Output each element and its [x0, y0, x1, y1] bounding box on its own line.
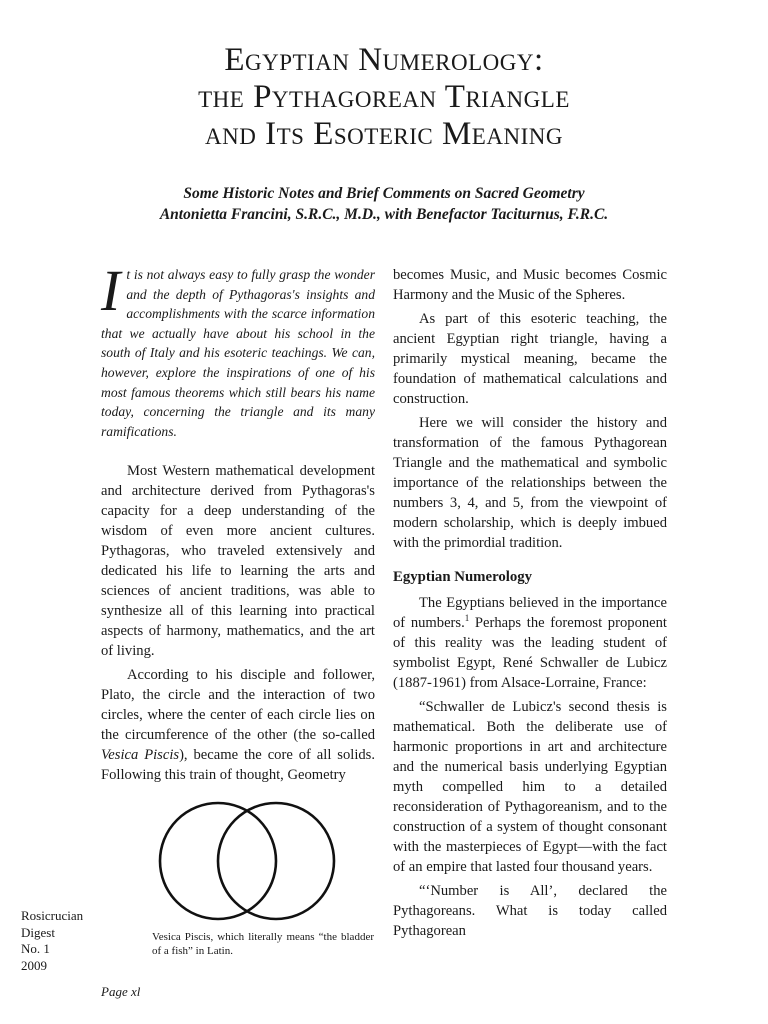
intro-text: t is not always easy to fully grasp the wonder and the depth of Pythagoras's insights and accomplishments with the scarce information that we actually have about his school in the south of Italy and his esoteric teachings. We can, however, explore the inspirations of one of his most famous theorems which still bears his name today, concerning the triangle and its many ramifications. — [101, 267, 375, 439]
vesica-piscis-figure — [150, 800, 350, 922]
intro-paragraph — [101, 258, 375, 441]
body-paragraph: Here we will consider the history and transformation of the famous Pythagorean Triangle and the mathematical and symbolic importance of the relationships between the numbers 3, 4, and 5, from the viewpoint of modern scholarship, which is deeply imbued with the primordial tradition. — [393, 415, 667, 551]
paragraph-text: ), became the core of all solids. Following this train of thought, Geometry — [101, 747, 375, 784]
article-subtitle — [0, 183, 768, 225]
publication-sidebar — [21, 908, 101, 974]
sidebar-line: Digest — [21, 924, 55, 940]
subtitle-description: Some Historic Notes and Brief Comments on Sacred Geometry — [183, 185, 585, 202]
section-heading: Egyptian Numerology — [393, 569, 533, 585]
paragraph-text: The Egyptians believed in the importance of numbers. — [393, 595, 667, 631]
sidebar-line: 2009 — [21, 957, 47, 973]
footnote-reference[interactable]: 1 — [464, 613, 470, 624]
body-paragraph — [101, 665, 375, 785]
body-paragraph: becomes Music, and Music becomes Cosmic Harmony and the Music of the Spheres. — [393, 267, 667, 303]
sidebar-line: Rosicrucian — [21, 908, 84, 923]
page-number: Page xl — [101, 984, 141, 999]
vesica-piscis-term: Vesica Piscis — [101, 747, 180, 764]
body-paragraph: Most Western mathematical development and architecture derived from Pythagoras's capacity for a deep understanding of the wisdom of even more ancient cultures. Pythagoras, who traveled extensively and dedicated his life to learning the arts and sciences of ancient traditions, was able to synthesize all of this learning into practical aspects of harmony, mathematics, and the art of living. — [101, 463, 375, 660]
right-column — [393, 265, 667, 941]
body-paragraph: As part of this esoteric teaching, the ancient Egyptian right triangle, having a primarily mystical meaning, became the foundation of mathematical calculations and construction. — [393, 311, 667, 407]
author-byline: Antonietta Francini, S.R.C., M.D., with Benefactor Taciturnus, F.R.C. — [159, 206, 609, 223]
title-line-3: and Its Esoteric Meaning — [205, 116, 563, 152]
left-column — [101, 258, 375, 785]
quote-paragraph: “‘Number is All’, declared the Pythagoreans. What is today called Pythagorean — [393, 883, 667, 939]
title-line-1: Egyptian Numerology: — [224, 42, 544, 78]
paragraph-text: According to his disciple and follower, Plato, the circle and the interaction of two circles, where the center of each circle lies on the circumference of the other (the so-called — [101, 667, 375, 744]
article-title — [0, 42, 768, 153]
title-line-2: the Pythagorean Triangle — [198, 79, 570, 115]
quote-paragraph: “Schwaller de Lubicz's second thesis is mathematical. Both the deliberate use of harmonic proportions in art and architecture and the numerical basis underlying Egyptian myth compelled him to a detailed reconsideration of Pythagoreanism, and to the construction of a system of thought consonant with the masterpieces of Egypt—with the fact of an empire that lasted four thousand years. — [393, 699, 667, 875]
paragraph-text: Perhaps the foremost proponent of this reality was the leading student of symbolist Egypt, René Schwaller de Lubicz (1887-1961) from Alsace-Lorraine, France: — [393, 615, 667, 691]
sidebar-line: No. 1 — [21, 941, 50, 956]
figure-caption: Vesica Piscis, which literally means “the bladder of a fish” in Latin. — [152, 931, 374, 957]
body-paragraph — [393, 593, 667, 693]
drop-cap: I — [101, 258, 121, 323]
